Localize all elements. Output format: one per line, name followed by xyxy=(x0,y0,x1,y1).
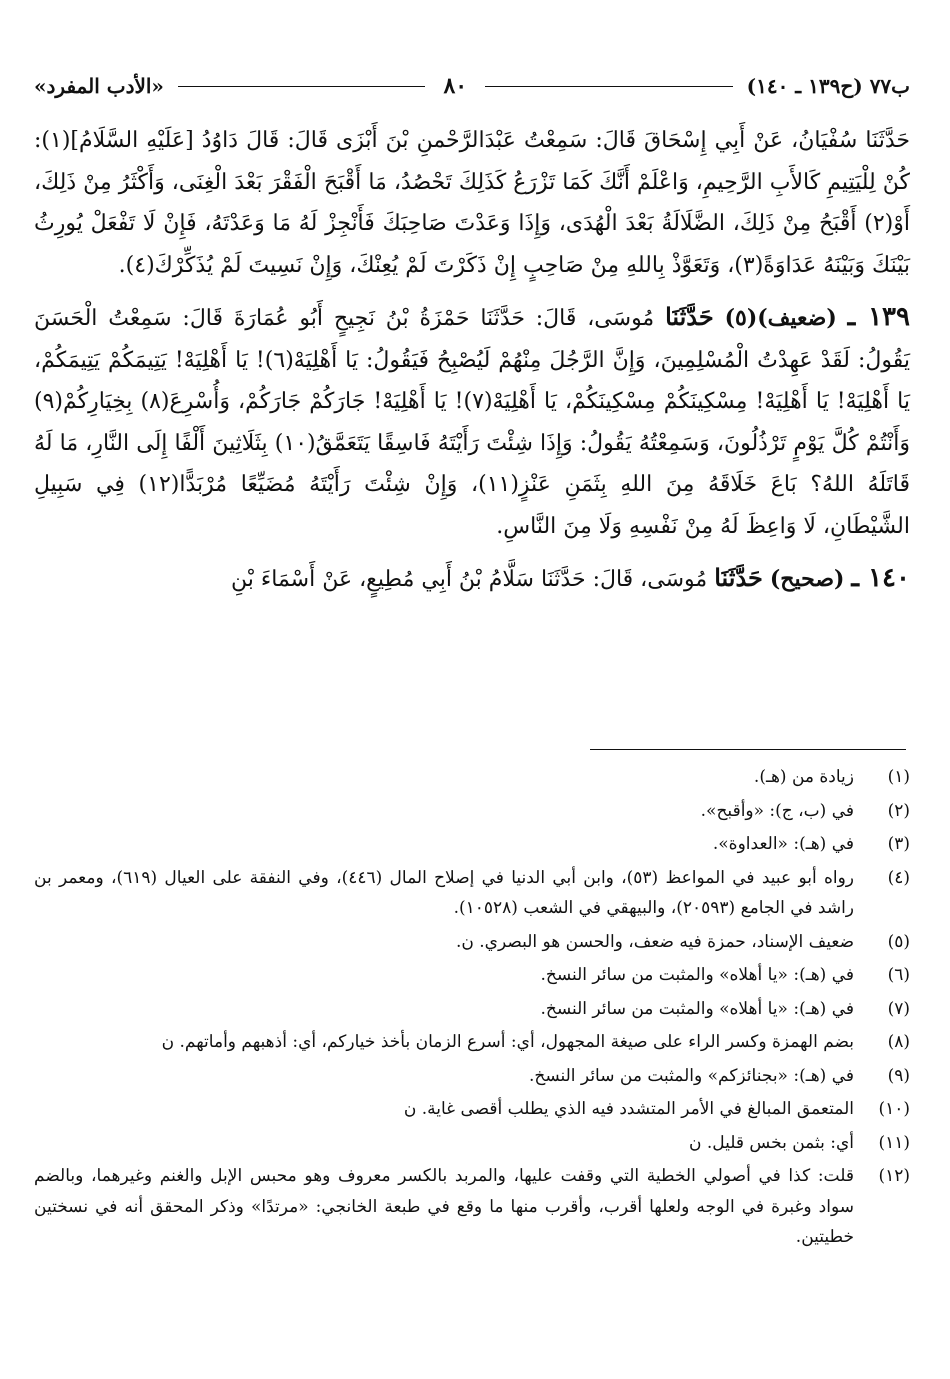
footnote-text: رواه أبو عبيد في المواعظ (٥٣)، وابن أبي الدنيا في إصلاح المال (٤٤٦)، وفي النفقة على العيال (٦١٩)، ومعمر بن راشد في الجامع (٢٠٥٩٣)، والبيهقي في الشعب (١٠٥٢٨). xyxy=(34,867,855,918)
footnote-number: (٦) xyxy=(887,965,910,985)
footnote-text: في (هـ): «يا أهلاه» والمثبت من سائر النسخ. xyxy=(540,998,854,1019)
footnote-separator xyxy=(590,749,906,750)
footnote-text: زيادة من (هـ). xyxy=(753,767,854,787)
footnote xyxy=(34,762,910,793)
hadith-139 xyxy=(34,296,910,547)
footnote-text: في (هـ): «العداوة». xyxy=(712,834,854,854)
main-text xyxy=(34,120,910,601)
footnote-text: في (هـ): «بجنائزكم» والمثبت من سائر النسخ. xyxy=(528,1065,854,1086)
hadith-number: ١٤٠ ـ xyxy=(851,563,910,593)
page-number: ٨٠ xyxy=(443,73,468,99)
footnote-text: في (ب، ج): «وأقبح». xyxy=(700,800,854,821)
footnote-number: (١٠) xyxy=(878,1099,910,1119)
hadith-text: مُوسَى، قَالَ: حَدَّثَنَا حَمْزَةُ بْنُ نَجِيحٍ أَبُو عُمَارَةَ قَالَ: سَمِعْتُ الْحَسَنَ يَقُولُ: لَقَدْ عَهِدْتُ الْمُسْلِمِينَ، وَإِنَّ الرَّجُلَ مِنْهُمْ لَيُصْبِحُ فَيَقُولُ: يَا أَهْلِيَهْ(٦)! يَا أَهْلِيَهْ! يَتِيمَكُمْ يَتِيمَكُمْ، يَا أَهْلِيَهْ! يَا أَهْلِيَهْ! مِسْكِينَكُمْ مِسْكِينَكُمْ، يَا أَهْلِيَهْ(٧)! يَا أَهْلِيَهْ! جَارَكُمْ جَارَكُمْ، وَأُسْرِعَ(٨) بِخِيَارِكُمْ(٩) وَأَنْتُمْ كُلَّ يَوْمٍ تَرْذُلُونَ، وَسَمِعْتُهُ يَقُولُ: وَإِذَا شِئْتَ رَأَيْتَهُ فَاسِقًا يَتَعَمَّقُ(١٠) بِثَلَاثِينَ أَلْفًا إِلَى النَّارِ، مَا لَهُ قَاتَلَهُ اللهُ؟ بَاعَ خَلَاقَهُ مِنَ اللهِ بِثَمَنِ عَنْزٍ(١١)، وَإِنْ شِئْتَ رَأَيْتَهُ مُضَيِّعًا مُرْبَدًّا(١٢) فِي سَبِيلِ الشَّيْطَانِ، لَا وَاعِظَ لَهُ مِنْ نَفْسِهِ وَلَا مِنَ النَّاسِ. xyxy=(34,306,911,539)
hadith-number: ١٣٩ ـ xyxy=(847,302,910,332)
footnote xyxy=(34,994,910,1025)
footnote-number: (٨) xyxy=(887,1032,910,1052)
hadith-grade: (صحيح) xyxy=(769,566,845,592)
hadith-range: ب٧٧ (ح١٣٩ ـ ١٤٠) xyxy=(746,74,910,98)
header-rule-left xyxy=(178,86,426,87)
footnote-number: (٢) xyxy=(887,800,910,821)
footnote xyxy=(34,1094,910,1125)
book-title: «الأدب المفرد» xyxy=(34,74,164,98)
footnote xyxy=(34,796,910,827)
footnotes xyxy=(34,762,910,1256)
footnote xyxy=(34,1128,910,1159)
footnote-number: (١) xyxy=(887,767,910,787)
footnote xyxy=(34,927,910,958)
hadith-text: مُوسَى، قَالَ: حَدَّثَنَا سَلَّامُ بْنُ أَبِي مُطِيعٍ، عَنْ أَسْمَاءَ بْنِ xyxy=(231,567,708,592)
haddathana-word: حَدَّثَنَا xyxy=(665,302,714,331)
footnote-number: (٩) xyxy=(887,1065,910,1086)
footnote-text: ضعيف الإسناد، حمزة فيه ضعف، والحسن هو البصري. ن. xyxy=(455,931,854,952)
footnote-text: المتعمق المبالغ في الأمر المتشدد فيه الذي يطلب أقصى غاية. ن xyxy=(403,1099,854,1119)
footnote-number: (٣) xyxy=(887,834,910,854)
footnote-text: بضم الهمزة وكسر الراء على صيغة المجهول، أي: أسرع الزمان بأخذ خياركم، أي: أذهبهم وأماتهم. ن xyxy=(161,1032,854,1052)
hadith-140 xyxy=(34,557,910,601)
footnote-text: قلت: كذا في أصولي الخطية التي وقفت عليها، والمربد بالكسر معروف وهو محبس الإبل والغنم وغيرهما، وبالضم سواد وغبرة في الوجه ولعلها أقرب، وأقرب منها ما وقع في طبعة الخانجي: «مرتدًا» وذكر المحقق أنه في نسختين خطيتين. xyxy=(34,1166,854,1247)
footnote xyxy=(34,960,910,991)
footnote xyxy=(34,1027,910,1058)
footnote xyxy=(34,829,910,860)
footnote-number: (١٢) xyxy=(878,1166,910,1186)
footnote xyxy=(34,1061,910,1092)
footnote-number: (١١) xyxy=(878,1132,910,1153)
continued-hadith-paragraph: حَدَّثَنَا سُفْيَانُ، عَنْ أَبِي إِسْحَاقَ قَالَ: سَمِعْتُ عَبْدَالرَّحْمنِ بْنَ أَبْزَى قَالَ: قَالَ دَاوُدُ [عَلَيْهِ السَّلَامُ](١): كُنْ لِلْيَتِيمِ كَالأَبِ الرَّحِيمِ، وَاعْلَمْ أَنَّكَ كَمَا تَزْرَعُ كَذَلِكَ تَحْصُدُ، مَا أَقْبَحَ الْفَقْرَ بَعْدَ الْغِنَى، وَأَكْثَرُ مِنْ ذَلِكَ، أَوْ(٢) أَقْبَحُ مِنْ ذَلِكَ، الضَّلَالَةُ بَعْدَ الْهُدَى، وَإِذَا وَعَدْتَ صَاحِبَكَ فَأَنْجِزْ لَهُ مَا وَعَدْتَهُ، فَإِنْ لَا تَفْعَلْ يُورِثُ بَيْنَكَ وَبَيْنَهُ عَدَاوَةً(٣)، وَتَعَوَّذْ بِاللهِ مِنْ صَاحِبٍ إِنْ ذَكَرْتَ لَمْ يُعِنْكَ، وَإِنْ نَسِيتَ لَمْ يُذَكِّرْكَ(٤). xyxy=(34,128,910,278)
footnote xyxy=(34,1161,910,1253)
footnote-text: في (هـ): «يا أهلاه» والمثبت من سائر النسخ. xyxy=(540,965,854,985)
hadith-grade: (ضعيف)(٥) xyxy=(724,305,837,331)
footnote xyxy=(34,863,910,924)
haddathana-word: حَدَّثَنَا xyxy=(714,563,763,592)
footnote-number: (٤) xyxy=(887,867,910,888)
footnote-number: (٥) xyxy=(887,931,910,952)
header-rule-right xyxy=(485,86,733,87)
footnote-number: (٧) xyxy=(887,998,910,1019)
footnote-text: أي: بثمن بخس قليل. ن xyxy=(688,1132,854,1153)
page-header xyxy=(34,66,910,106)
